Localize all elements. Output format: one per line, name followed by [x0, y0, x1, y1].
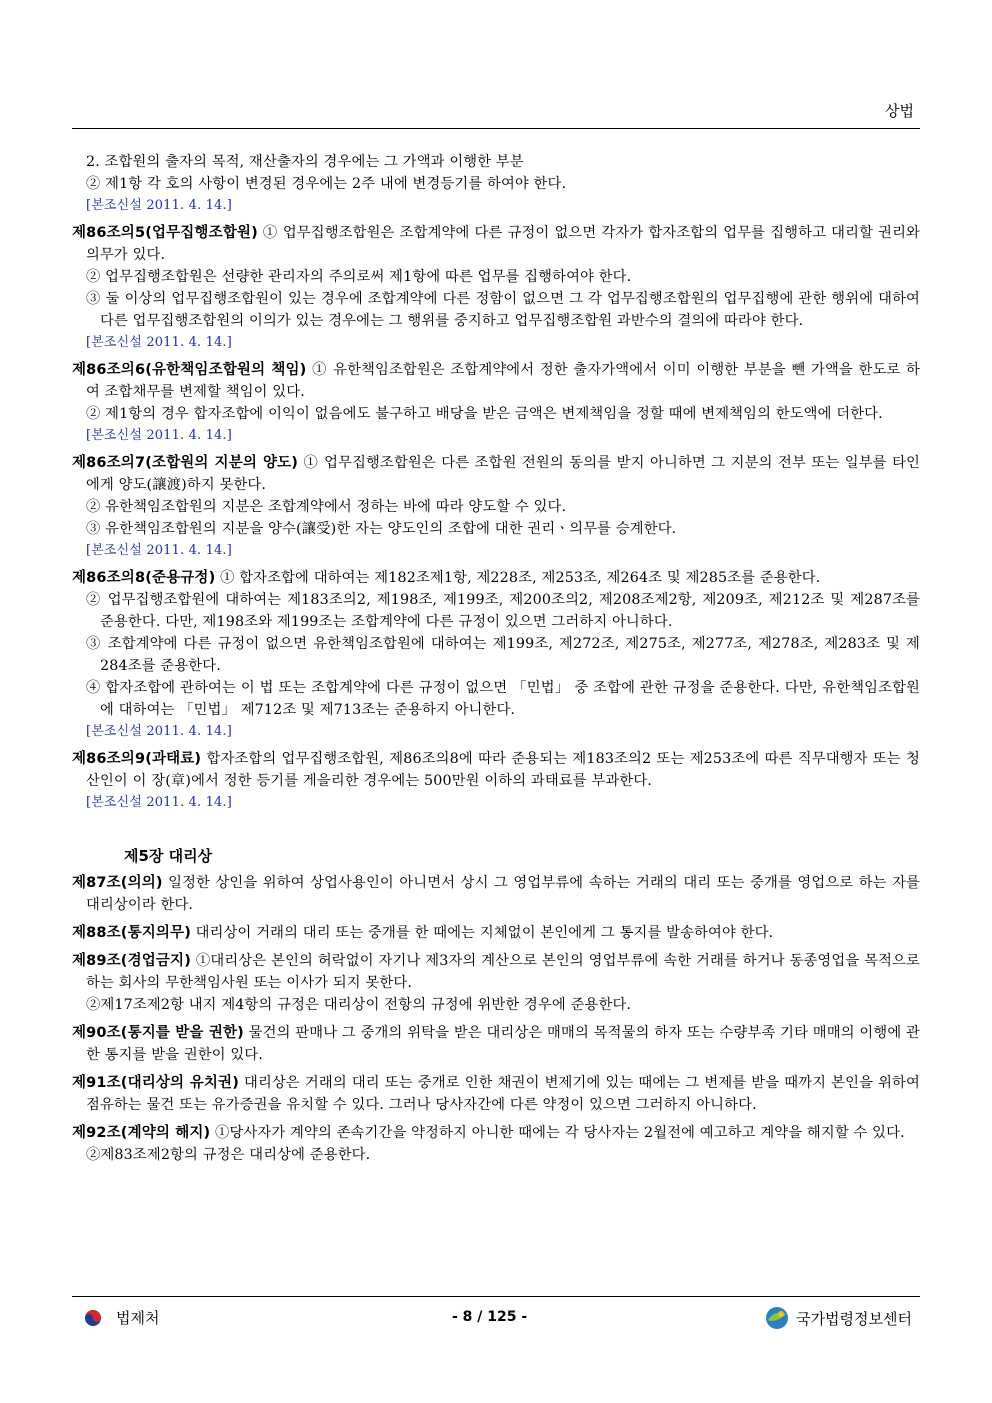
paragraph: ② 업무집행조합원은 선량한 관리자의 주의로써 제1항에 따른 업무를 집행하여야 한다.: [86, 269, 632, 285]
chapter-heading: 제5장 대리상: [124, 847, 213, 865]
article-87: [72, 872, 920, 916]
globe-logo-icon: [764, 1305, 790, 1331]
taegeuk-logo-icon: [84, 1309, 102, 1327]
article-text: 합자조합의 업무집행조합원, 제86조의8에 따라 준용되는 제183조의2 또는 제253조에 따른 직무대행자 또는 청산인이 이 장(章)에서 정한 등기를 게을리한 경우에는 500만원 이하의 과태료를 부과한다.: [86, 751, 920, 789]
article-text: ①대리상은 본인의 허락없이 자기나 제3자의 계산으로 본인의 영업부류에 속한 거래를 하거나 동종영업을 목적으로 하는 회사의 무한책임사원 또는 이사가 되지 못한다.: [86, 953, 920, 991]
amendment-note: [본조신설 2011. 4. 14.]: [86, 428, 232, 443]
article-86-9: [72, 748, 920, 792]
article-91: [72, 1072, 920, 1116]
article-text: 대리상이 거래의 대리 또는 중개를 한 때에는 지체없이 본인에게 그 통지를 발송하여야 한다.: [190, 925, 774, 941]
article-86-5: [72, 222, 920, 266]
article-text: 물건의 판매나 그 중개의 위탁을 받은 대리상은 매매의 목적물의 하자 또는 수량부족 기타 매매의 이행에 관한 통지를 받을 권한이 있다.: [86, 1025, 920, 1063]
article-title: 제86조의7(조합원의 지분의 양도): [72, 455, 299, 471]
article-88: [72, 922, 920, 944]
article-title: 제86조의8(준용규정): [72, 570, 216, 586]
article-text: ① 업무집행조합원은 조합계약에 다른 규정이 없으면 각자가 합자조합의 업무를 집행하고 대리할 권리와 의무가 있다.: [86, 225, 920, 263]
paragraph: ②제83조제2항의 규정은 대리상에 준용한다.: [86, 1147, 371, 1163]
paragraph: ② 업무집행조합원에 대하여는 제183조의2, 제198조, 제199조, 제200조의2, 제208조제2항, 제209조, 제212조 및 제287조를 준용한다. 다만, 제198조와 제199조는 조합계약에 다른 규정이 있으면 그러하지 아니하다.: [86, 592, 920, 630]
amendment-note: [본조신설 2011. 4. 14.]: [86, 724, 232, 739]
amendment-note: [본조신설 2011. 4. 14.]: [86, 795, 232, 810]
list-item: 2. 조합원의 출자의 목적, 재산출자의 경우에는 그 가액과 이행한 부분: [86, 154, 524, 170]
page-number: - 8 / 125 -: [452, 1309, 528, 1325]
article-title: 제91조(대리상의 유치권): [72, 1075, 239, 1091]
paragraph: ② 유한책임조합원의 지분은 조합계약에서 정하는 바에 따라 양도할 수 있다.: [86, 499, 567, 515]
footer-publisher: [84, 1307, 159, 1328]
article-title: 제90조(통지를 받을 권한): [72, 1025, 244, 1041]
paragraph: ③ 유한책임조합원의 지분을 양수(讓受)한 자는 양도인의 조합에 대한 권리ㆍ의무를 승계한다.: [86, 521, 677, 537]
article-title: 제87조(의의): [72, 875, 163, 891]
article-86-6: [72, 359, 920, 403]
article-text: ①당사자가 계약의 존속기간을 약정하지 아니한 때에는 각 당사자는 2월전에 예고하고 계약을 해지할 수 있다.: [210, 1125, 905, 1141]
footer-left-label: 법제처: [116, 1309, 160, 1327]
article-86-7: [72, 452, 920, 496]
paragraph: ② 제1항 각 호의 사항이 변경된 경우에는 2주 내에 변경등기를 하여야 한다.: [86, 176, 567, 192]
footer-right-label: 국가법령정보센터: [796, 1309, 912, 1328]
article-89: [72, 950, 920, 994]
article-text: ① 유한책임조합원은 조합계약에서 정한 출자가액에서 이미 이행한 부분을 뺀 가액을 한도로 하여 조합채무를 변제할 책임이 있다.: [86, 362, 920, 400]
page-header: [72, 92, 920, 129]
article-90: [72, 1022, 920, 1066]
article-text: 일정한 상인을 위하여 상업사용인이 아니면서 상시 그 영업부류에 속하는 거래의 대리 또는 중개를 영업으로 하는 자를 대리상이라 한다.: [86, 875, 920, 913]
footer-center-name: [764, 1305, 912, 1331]
article-text: 대리상은 거래의 대리 또는 중개로 인한 채권이 변제기에 있는 때에는 그 변제를 받을 때까지 본인을 위하여 점유하는 물건 또는 유가증권을 유치할 수 있다. 그러나 당사자간에 다른 약정이 있으면 그러하지 아니하다.: [86, 1075, 920, 1113]
article-title: 제88조(통지의무): [72, 925, 191, 941]
amendment-note: [본조신설 2011. 4. 14.]: [86, 198, 232, 213]
paragraph: ② 제1항의 경우 합자조합에 이익이 없음에도 불구하고 배당을 받은 금액은 변제책임을 정할 때에 변제책임의 한도액에 더한다.: [86, 406, 883, 422]
paragraph: ②제17조제2항 내지 제4항의 규정은 대리상이 전항의 규정에 위반한 경우에 준용한다.: [86, 997, 632, 1013]
article-text: ① 업무집행조합원은 다른 조합원 전원의 동의를 받지 아니하면 그 지분의 전부 또는 일부를 타인에게 양도(讓渡)하지 못한다.: [86, 455, 920, 493]
paragraph: ③ 둘 이상의 업무집행조합원이 있는 경우에 조합계약에 다른 정함이 없으면 그 각 업무집행조합원의 업무집행에 관한 행위에 대하여 다른 업무집행조합원의 이의가 있는 경우에는 그 행위를 중지하고 업무집행조합원 과반수의 결의에 따라야 한다.: [86, 291, 920, 329]
amendment-note: [본조신설 2011. 4. 14.]: [86, 335, 232, 350]
paragraph: ③ 조합계약에 다른 규정이 없으면 유한책임조합원에 대하여는 제199조, 제272조, 제275조, 제277조, 제278조, 제283조 및 제284조를 준용한다.: [86, 636, 920, 674]
amendment-note: [본조신설 2011. 4. 14.]: [86, 543, 232, 558]
page-footer: [72, 1296, 920, 1337]
article-92: [72, 1122, 920, 1144]
article-86-8: [72, 567, 920, 589]
article-title: 제89조(경업금지): [72, 953, 191, 969]
document-body: [72, 151, 920, 1166]
article-title: 제92조(계약의 해지): [72, 1125, 211, 1141]
article-title: 제86조의9(과태료): [72, 751, 202, 767]
article-title: 제86조의6(유한책임조합원의 책임): [72, 362, 307, 378]
article-text: ① 합자조합에 대하여는 제182조제1항, 제228조, 제253조, 제264조 및 제285조를 준용한다.: [215, 570, 821, 586]
law-title: 상법: [885, 102, 914, 120]
paragraph: ④ 합자조합에 관하여는 이 법 또는 조합계약에 다른 규정이 없으면 「민법」 중 조합에 관한 규정을 준용한다. 다만, 유한책임조합원에 대하여는 「민법」 제712조 및 제713조는 준용하지 아니한다.: [86, 680, 920, 718]
article-title: 제86조의5(업무집행조합원): [72, 225, 258, 241]
